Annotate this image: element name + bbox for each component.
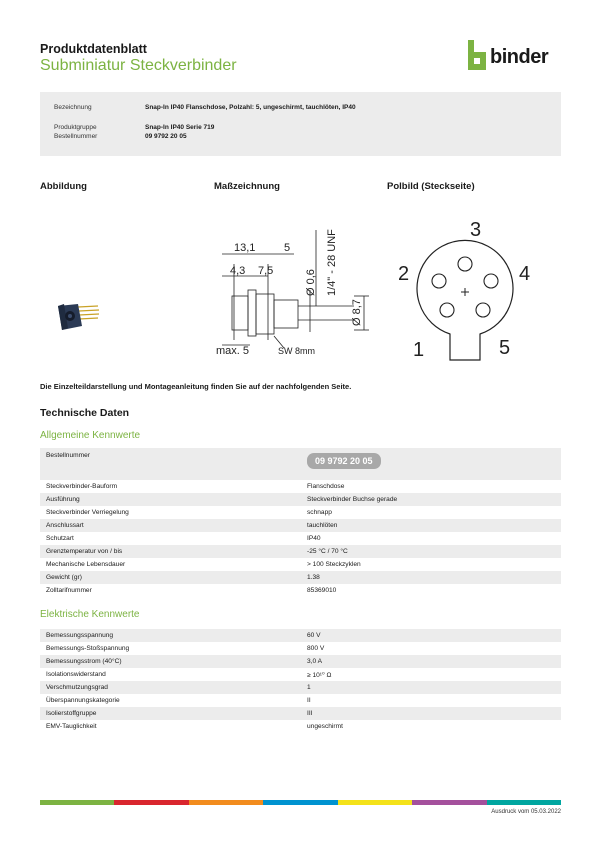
table-row	[40, 480, 561, 493]
pin-1	[440, 303, 454, 317]
spec-key: Isolationswiderstand	[40, 668, 301, 681]
spec-key: Steckverbinder-Bauform	[40, 480, 301, 493]
table-row	[40, 655, 561, 668]
spec-key: Zolltarifnummer	[40, 584, 301, 597]
print-date: Ausdruck vom 05.03.2022	[491, 809, 561, 815]
info-label: Bestellnummer	[54, 133, 98, 140]
dim-7-5: 7,5	[258, 265, 274, 277]
color-segment	[114, 800, 188, 805]
color-segment	[189, 800, 263, 805]
spec-key: Schutzart	[40, 532, 301, 545]
section-masszeichnung: Maßzeichnung	[214, 181, 280, 192]
table-row	[40, 519, 561, 532]
color-segment	[338, 800, 412, 805]
dim-sw-8mm: SW 8mm	[278, 346, 315, 356]
info-value: Snap-In IP40 Serie 719	[145, 124, 215, 131]
dim-diameter-0-6: Ø 0,6	[305, 269, 317, 296]
color-segment	[412, 800, 486, 805]
table-row	[40, 642, 561, 655]
info-value: 09 9792 20 05	[145, 133, 187, 140]
electrical-specs-heading: Elektrische Kennwerte	[40, 609, 140, 620]
info-value: Snap-In IP40 Flanschdose, Polzahl: 5, ungeschirmt, tauchlöten, IP40	[145, 104, 356, 111]
spec-value: ungeschirmt	[301, 720, 561, 733]
spec-value: Flanschdose	[301, 480, 561, 493]
spec-key: Bemessungsstrom (40°C)	[40, 655, 301, 668]
dim-4-3: 4,3	[230, 265, 246, 277]
table-row	[40, 571, 561, 584]
binder-logo-mark-icon	[466, 40, 490, 72]
pin-4	[484, 274, 498, 288]
pin-layout-diagram	[395, 216, 535, 366]
table-row	[40, 668, 561, 681]
color-segment	[263, 800, 337, 805]
table-row	[40, 545, 561, 558]
dim-max-5: max. 5	[216, 345, 250, 357]
electrical-specs-table	[40, 629, 561, 733]
spec-value: tauchlöten	[301, 519, 561, 532]
table-row	[40, 506, 561, 519]
pin-2	[432, 274, 446, 288]
dim-5: 5	[284, 242, 291, 254]
spec-value: 800 V	[301, 642, 561, 655]
spec-value: -25 °C / 70 °C	[301, 545, 561, 558]
table-row	[40, 532, 561, 545]
document-title: Produktdatenblatt	[40, 42, 147, 56]
dim-diameter-8-7: Ø 8,7	[351, 299, 363, 326]
table-row	[40, 681, 561, 694]
table-row	[40, 584, 561, 597]
spec-value	[301, 448, 561, 480]
product-info-box	[40, 92, 561, 156]
info-label: Produktgruppe	[54, 124, 97, 131]
spec-value: 1.38	[301, 571, 561, 584]
section-polbild: Polbild (Steckseite)	[387, 181, 475, 192]
spec-key: Gewicht (gr)	[40, 571, 301, 584]
pin-3	[458, 257, 472, 271]
spec-key: Verschmutzungsgrad	[40, 681, 301, 694]
pin-label-5: 5	[499, 337, 511, 359]
spec-key: Bestellnummer	[40, 448, 301, 480]
table-row	[40, 707, 561, 720]
spec-key: Isolierstoffgruppe	[40, 707, 301, 720]
general-specs-table	[40, 448, 561, 597]
product-image	[52, 296, 102, 336]
pin-label-3: 3	[470, 219, 482, 241]
table-row	[40, 720, 561, 733]
spec-value: 3,0 A	[301, 655, 561, 668]
table-row	[40, 493, 561, 506]
pin-label-1: 1	[413, 339, 425, 361]
document-subtitle: Subminiatur Steckverbinder	[40, 57, 237, 74]
color-segment	[487, 800, 561, 805]
spec-value: II	[301, 694, 561, 707]
technical-drawing	[214, 220, 384, 365]
spec-value: 85369010	[301, 584, 561, 597]
spec-key: Grenztemperatur von / bis	[40, 545, 301, 558]
spec-value: 1	[301, 681, 561, 694]
spec-key: Ausführung	[40, 493, 301, 506]
table-row	[40, 448, 561, 480]
color-segment	[40, 800, 114, 805]
spec-key: Steckverbinder Verriegelung	[40, 506, 301, 519]
binder-logo	[466, 40, 566, 72]
pin-label-4: 4	[519, 263, 531, 285]
spec-value: schnapp	[301, 506, 561, 519]
spec-key: EMV-Tauglichkeit	[40, 720, 301, 733]
spec-value: IP40	[301, 532, 561, 545]
info-label: Bezeichnung	[54, 104, 92, 111]
pin-label-2: 2	[398, 263, 410, 285]
logo-text: binder	[490, 46, 549, 68]
spec-key: Bemessungs-Stoßspannung	[40, 642, 301, 655]
spec-key: Anschlussart	[40, 519, 301, 532]
table-row	[40, 558, 561, 571]
spec-value: > 100 Steckzyklen	[301, 558, 561, 571]
assembly-note: Die Einzelteildarstellung und Montageanleitung finden Sie auf der nachfolgenden Seite.	[40, 382, 352, 391]
spec-value: ≥ 10¹⁰ Ω	[301, 668, 561, 681]
table-row	[40, 629, 561, 642]
spec-key: Bemessungsspannung	[40, 629, 301, 642]
section-abbildung: Abbildung	[40, 181, 87, 192]
spec-value: 60 V	[301, 629, 561, 642]
spec-key: Überspannungskategorie	[40, 694, 301, 707]
table-row	[40, 694, 561, 707]
pin-5	[476, 303, 490, 317]
spec-key: Mechanische Lebensdauer	[40, 558, 301, 571]
general-specs-heading: Allgemeine Kennwerte	[40, 430, 141, 441]
dim-13-1: 13,1	[234, 242, 256, 254]
spec-value: III	[301, 707, 561, 720]
spec-value: Steckverbinder Buchse gerade	[301, 493, 561, 506]
order-number-badge: 09 9792 20 05	[307, 453, 381, 469]
technical-data-heading: Technische Daten	[40, 407, 130, 419]
dim-thread: 1/4" - 28 UNF	[326, 229, 338, 296]
footer-color-bar	[40, 800, 561, 805]
